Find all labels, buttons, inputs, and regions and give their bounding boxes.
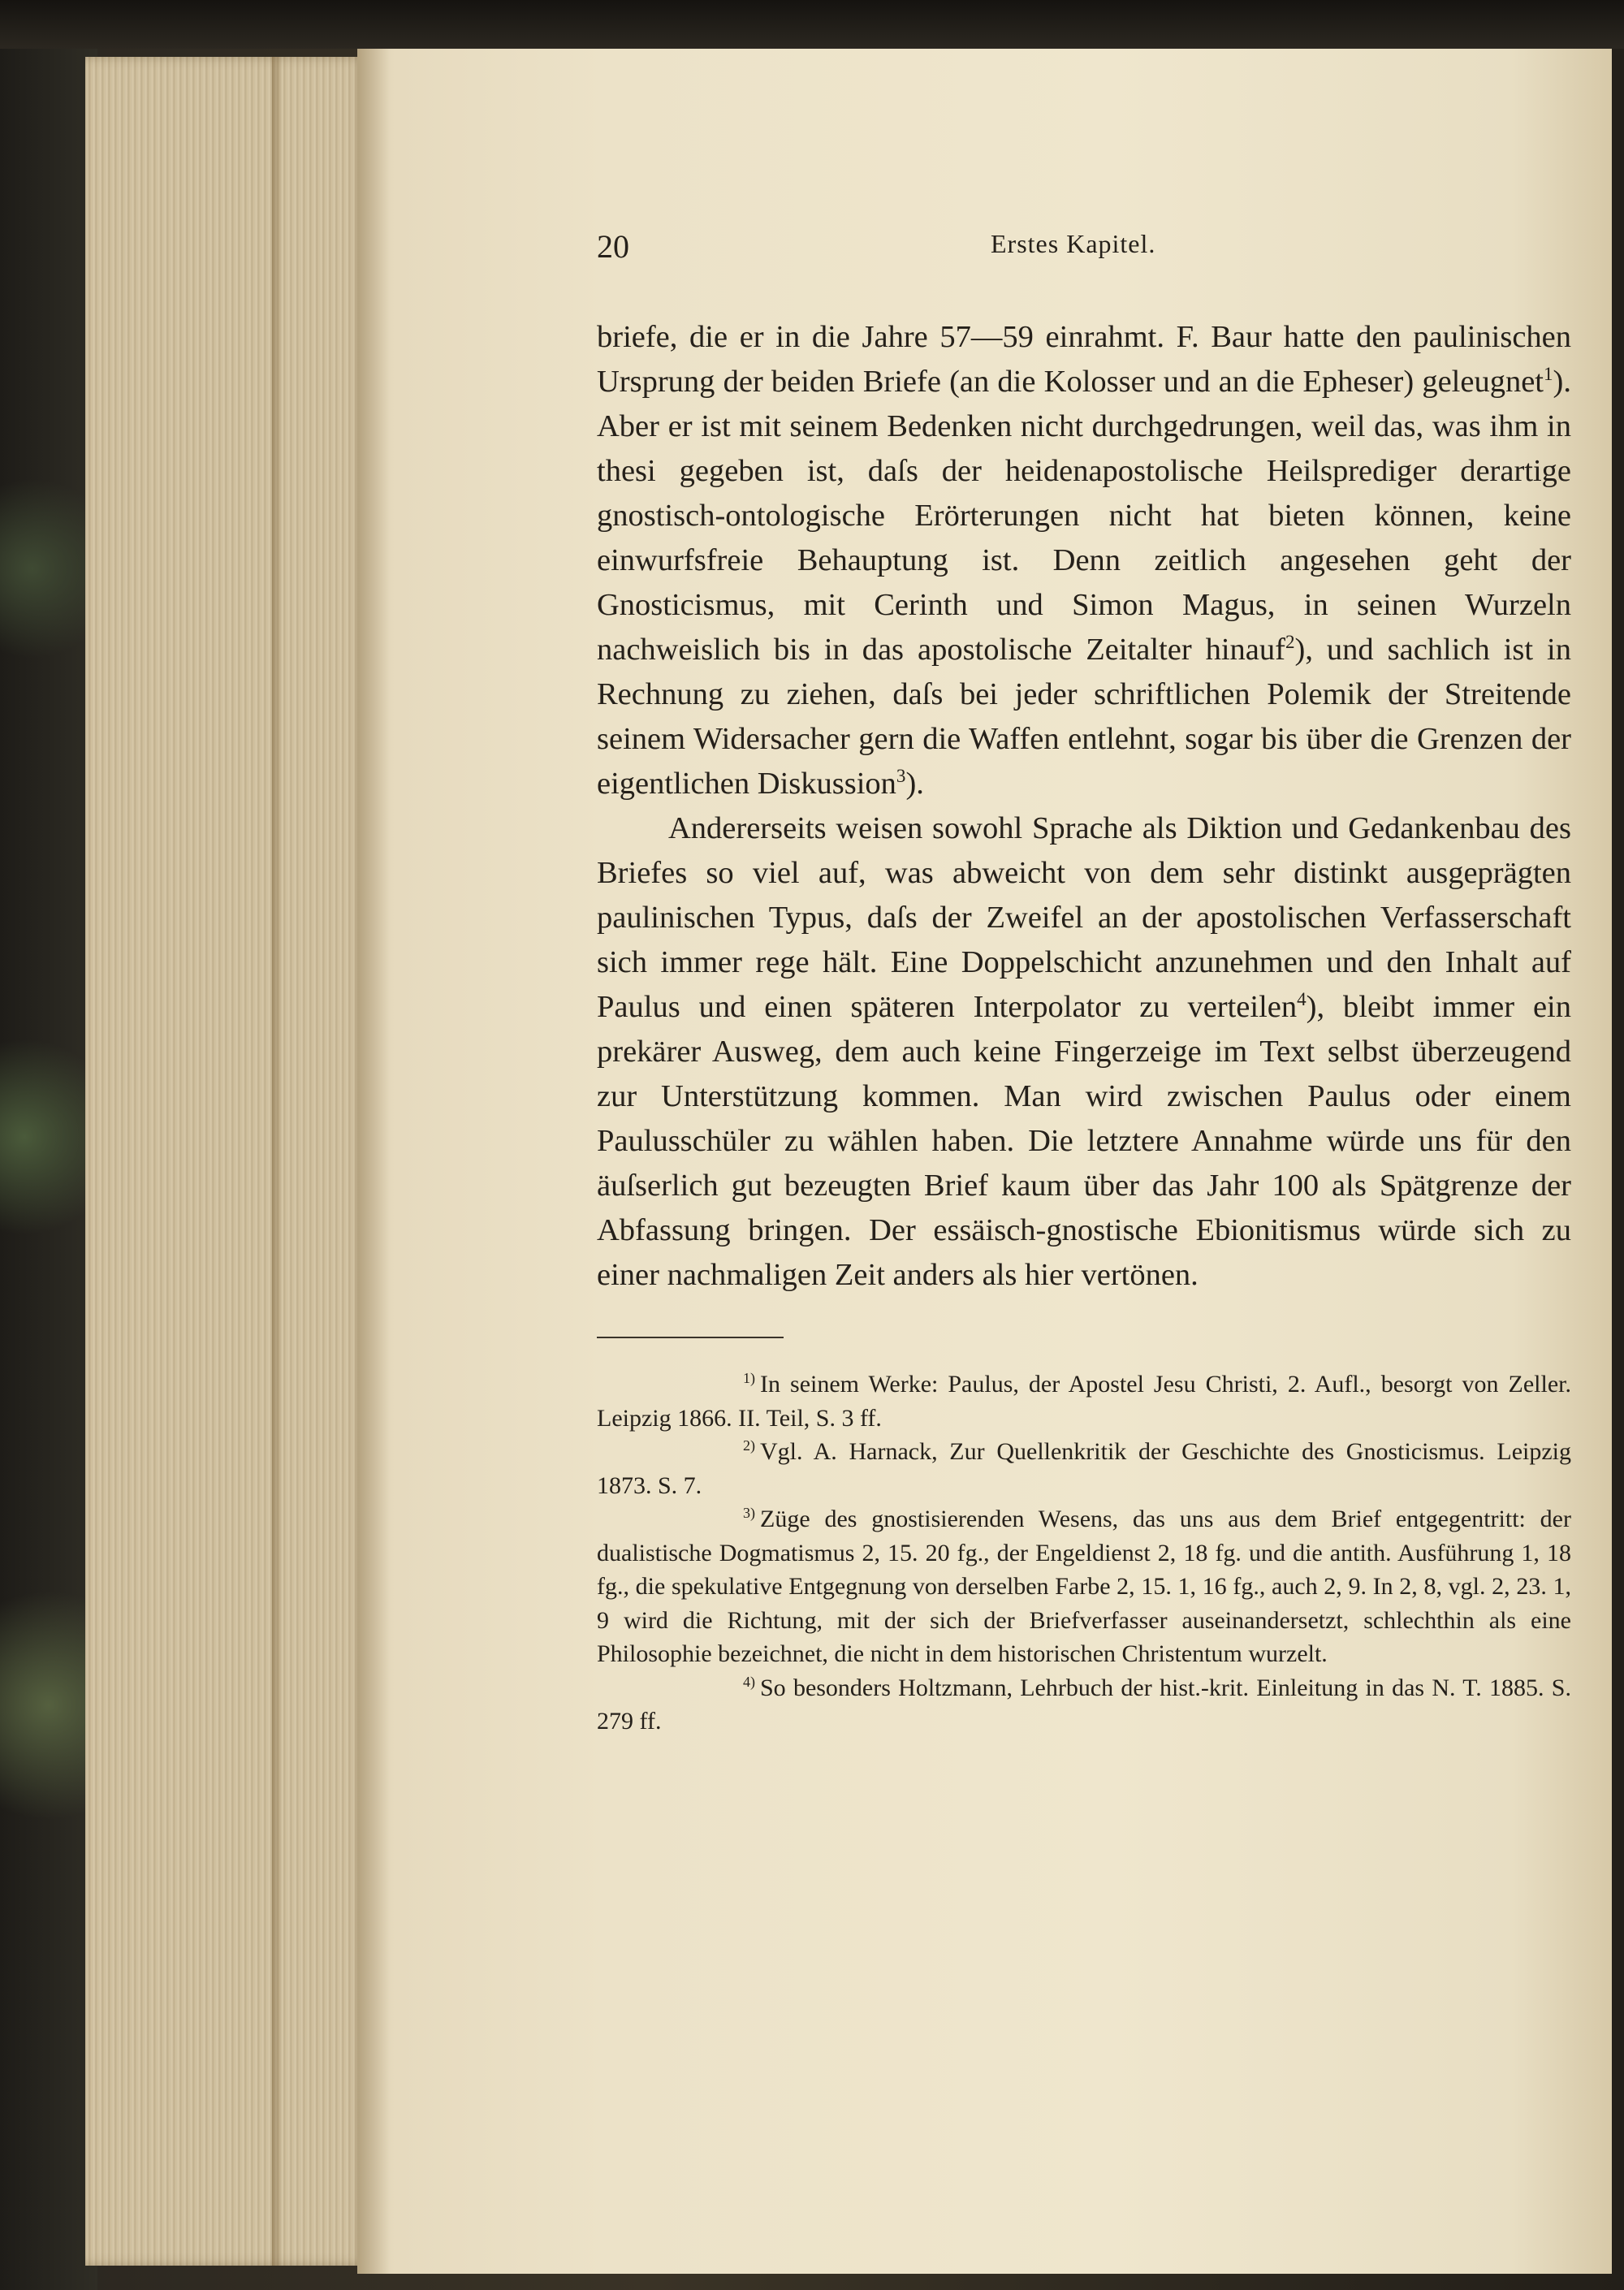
page-stack-edges (85, 57, 365, 2266)
footnote-divider (597, 1337, 784, 1338)
footnote-reference: 2 (1285, 631, 1295, 653)
footnote: $^{4)}$ So besonders Holtzmann, Lehrbuch der hist.-krit. Einleitung in das N. T. 1885. S. 279 ff. (597, 1673, 1571, 1735)
chapter-title: Erstes Kapitel. (991, 229, 1156, 258)
body-paragraph (597, 806, 1571, 1298)
footnote-reference: 4 (1297, 988, 1307, 1010)
body-paragraph (597, 315, 1571, 806)
footnotes (597, 1368, 1571, 1739)
book-cover-edge (0, 0, 97, 2290)
footnote-reference: 3 (896, 765, 906, 787)
paragraph-text: ), bleibt immer ein prekärer Ausweg, dem auch keine Fingerzeige im Text selbst überzeugend zur Unterstützung kommen. Man wird zwischen Paulus oder einem Paulusschüler zu wählen haben. Die letztere Annahme würde uns für den äuſserlich gut bezeugten Brief kaum über das Jahr 100 als Spätgrenze der Abfassung bringen. Der essäisch-gnostische Ebionitismus würde sich zu einer nachmaligen Zeit anders als hier vertönen. (597, 990, 1571, 1292)
paragraph-text: Andererseits weisen sowohl Sprache als Diktion und Gedankenbau des Briefes so viel auf, was abweicht von dem sehr distinkt ausgeprägten paulinischen Typus, daſs der Zweifel an der apostolischen Verfasserschaft sich immer rege hält. Eine Doppelschicht anzunehmen und den Inhalt auf Paulus und einen späteren Interpolator zu verteilen (597, 811, 1571, 1024)
page-number: 20 (597, 228, 629, 265)
paragraph-text: briefe, die er in die Jahre 57—59 einrahmt. F. Baur hatte den paulinischen Ursprung der beiden Briefe (an die Kolosser und an die Epheser) geleugnet (597, 320, 1571, 399)
footnote: $^{2)}$ Vgl. A. Harnack, Zur Quellenkritik der Geschichte des Gnosticismus. Leipzig 1873. S. 7. (597, 1437, 1571, 1499)
paragraph-text: ). Aber er ist mit seinem Bedenken nicht durchgedrungen, weil das, was ihm in thesi gegeben ist, daſs der heidenapostolische Heilsprediger derartige gnostisch-ontologische Erörterungen nicht hat bieten können, keine einwurfsfreie Behauptung ist. Denn zeitlich angesehen geht der Gnosticismus, mit Cerinth und Simon Magus, in seinen Wurzeln nachweislich bis in das apostolische Zeitalter hinauf (597, 365, 1571, 667)
paragraph-text: ). (905, 767, 924, 801)
page-content (597, 219, 1571, 1739)
footnote-text: So besonders Holtzmann, Lehrbuch der hist.-krit. Einleitung in das N. T. 1885. S. 279 ff. (597, 1674, 1571, 1735)
footnote: $^{3)}$ Züge des gnostisierenden Wesens, das uns aus dem Brief entgegentritt: der dualistische Dogmatismus 2, 15. 20 fg., der Engeldienst 2, 18 fg. und die antith. Ausführung 1, 18 fg., die spekulative Entgegnung von derselben Farbe 2, 15. 1, 16 fg., auch 2, 9. In 2, 8, vgl. 2, 23. 1, 9 wird die Richtung, mit der sich der Briefverfasser auseinandersetzt, schlechthin als eine Philosophie bezeichnet, die nicht in dem historischen Christentum wurzelt. (597, 1505, 1571, 1667)
running-head (597, 219, 1571, 268)
main-text (597, 315, 1571, 1298)
book-cover-top (0, 0, 1624, 49)
footnote-reference: 1 (1544, 363, 1553, 385)
footnote: $^{1)}$ In seinem Werke: Paulus, der Apostel Jesu Christi, 2. Aufl., besorgt von Zeller. Leipzig 1866. II. Teil, S. 3 ff. (597, 1370, 1571, 1432)
footnote-text: Züge des gnostisierenden Wesens, das uns aus dem Brief entgegentritt: der dualistische Dogmatismus 2, 15. 20 fg., der Engeldienst 2, 18 fg. und die antith. Ausführung 1, 18 fg., die spekulative Entgegnung von derselben Farbe 2, 15. 1, 16 fg., auch 2, 9. In 2, 8, vgl. 2, 23. 1, 9 wird die Richtung, mit der sich der Briefverfasser auseinandersetzt, schlechthin als eine Philosophie bezeichnet, die nicht in dem historischen Christentum wurzelt. (597, 1506, 1571, 1667)
footnote-text: In seinem Werke: Paulus, der Apostel Jesu Christi, 2. Aufl., besorgt von Zeller. Leipzig 1866. II. Teil, S. 3 ff. (597, 1371, 1571, 1432)
paragraph-text: ), und sachlich ist in Rechnung zu ziehen, daſs bei jeder schriftlichen Polemik der Streitende seinem Widersacher gern die Waffen entlehnt, sogar bis über die Grenzen der eigentlichen Diskussion (597, 633, 1571, 801)
footnote-text: Vgl. A. Harnack, Zur Quellenkritik der Geschichte des Gnosticismus. Leipzig 1873. S. 7. (597, 1438, 1571, 1499)
